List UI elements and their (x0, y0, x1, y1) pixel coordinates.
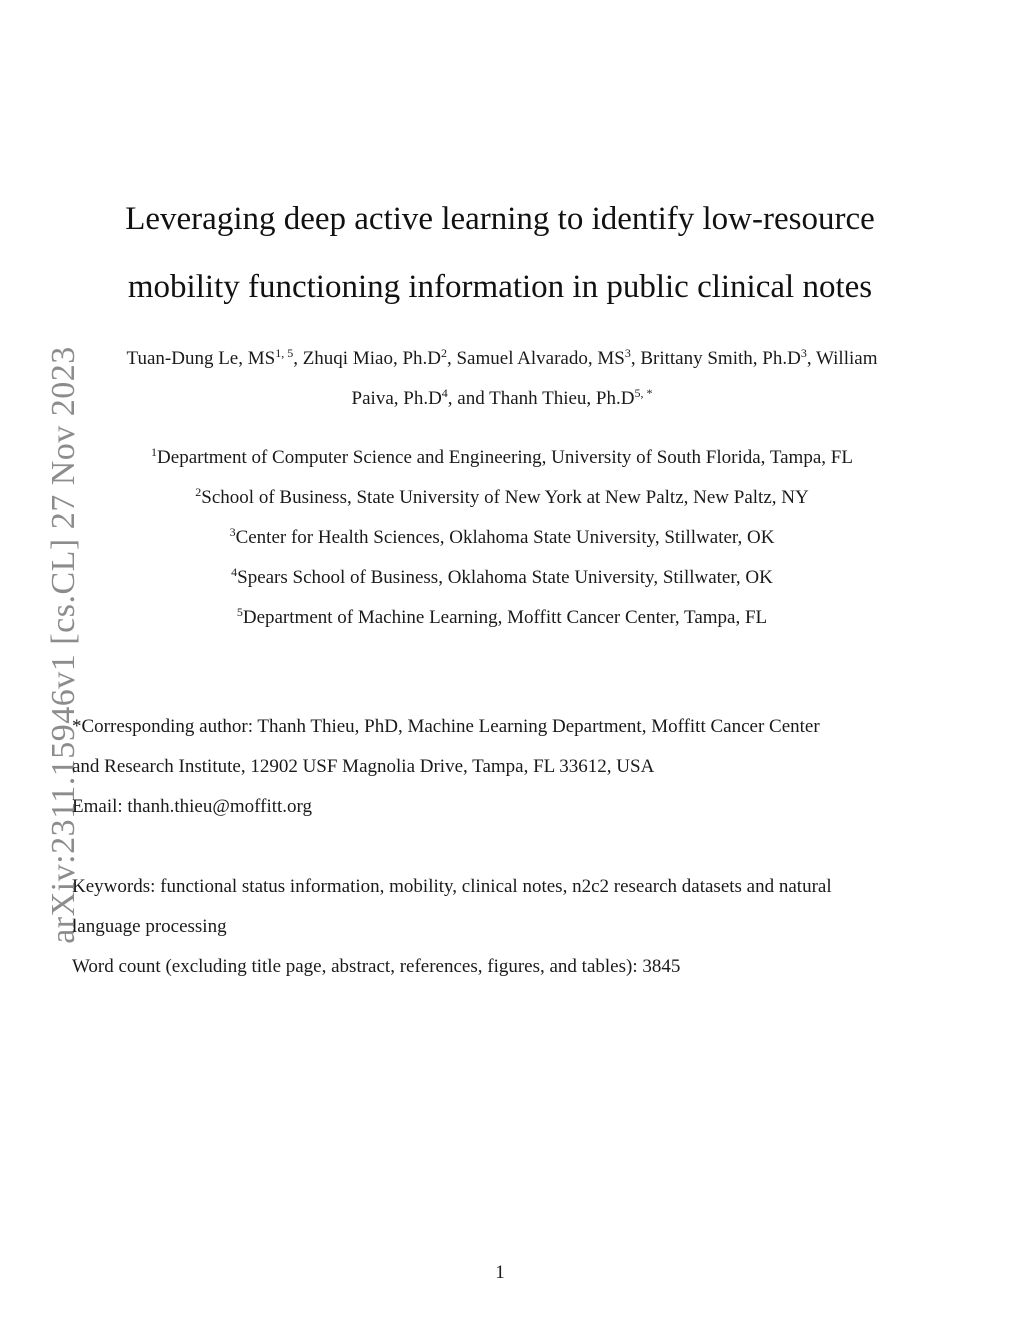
page-number: 1 (495, 1262, 505, 1283)
affiliation-marker: 1 (151, 445, 158, 459)
affiliation-2 (72, 478, 932, 518)
corresponding-author-line-2: and Research Institute, 12902 USF Magnolia Drive, Tampa, FL 33612, USA (72, 756, 655, 777)
affiliation-text: Spears School of Business, Oklahoma State University, Stillwater, OK (237, 567, 773, 588)
keywords-line-2: language processing (72, 916, 227, 937)
author-list (72, 339, 932, 419)
affiliation-marker: 5 (236, 605, 243, 619)
affiliation-4 (72, 558, 932, 598)
author-affiliation-marker: 3 (624, 346, 631, 360)
affiliation-text: Department of Computer Science and Engineering, University of South Florida, Tampa, FL (157, 447, 853, 468)
affiliation-list (72, 438, 932, 638)
author-affiliation-marker: 5, * (634, 386, 653, 400)
author-line-1 (72, 339, 932, 379)
author-name: , Brittany Smith, Ph.D (630, 348, 801, 369)
author-affiliation-marker: 4 (441, 386, 448, 400)
author-affiliation-marker: 3 (800, 346, 807, 360)
keywords-line-1: Keywords: functional status information, mobility, clinical notes, n2c2 research datasets and natural (72, 876, 832, 897)
author-name: Tuan-Dung Le, MS (126, 348, 276, 369)
arxiv-identifier-stamp: arXiv:2311.15946v1 [cs.CL] 27 Nov 2023 (45, 346, 82, 944)
author-name: , and Thanh Thieu, Ph.D (447, 388, 635, 409)
author-name: , Zhuqi Miao, Ph.D (293, 348, 441, 369)
author-name: , Samuel Alvarado, MS (446, 348, 625, 369)
affiliation-text: Center for Health Sciences, Oklahoma State University, Stillwater, OK (235, 527, 775, 548)
affiliation-text: School of Business, State University of New York at New Paltz, New Paltz, NY (201, 487, 809, 508)
author-name: , William (806, 348, 878, 369)
affiliation-5 (72, 598, 932, 638)
author-affiliation-marker: 2 (440, 346, 447, 360)
paper-title (90, 185, 910, 321)
corresponding-author-block (72, 707, 942, 827)
author-name: Paiva, Ph.D (351, 388, 442, 409)
corresponding-author-email: Email: thanh.thieu@moffitt.org (72, 796, 313, 817)
corresponding-author-line-1: *Corresponding author: Thanh Thieu, PhD, Machine Learning Department, Moffitt Cancer Center (72, 716, 820, 737)
affiliation-3 (72, 518, 932, 558)
affiliation-marker: 2 (195, 485, 202, 499)
affiliation-marker: 4 (231, 565, 238, 579)
title-line-1: Leveraging deep active learning to identify low-resource (125, 201, 875, 237)
title-line-2: mobility functioning information in public clinical notes (127, 269, 873, 305)
affiliation-1 (72, 438, 932, 478)
author-line-2 (72, 379, 932, 419)
author-affiliation-marker: 1, 5 (275, 346, 294, 360)
affiliation-text: Department of Machine Learning, Moffitt Cancer Center, Tampa, FL (242, 607, 768, 628)
affiliation-marker: 3 (229, 525, 236, 539)
keywords-block (72, 867, 942, 987)
word-count: Word count (excluding title page, abstract, references, figures, and tables): 3845 (72, 956, 681, 977)
